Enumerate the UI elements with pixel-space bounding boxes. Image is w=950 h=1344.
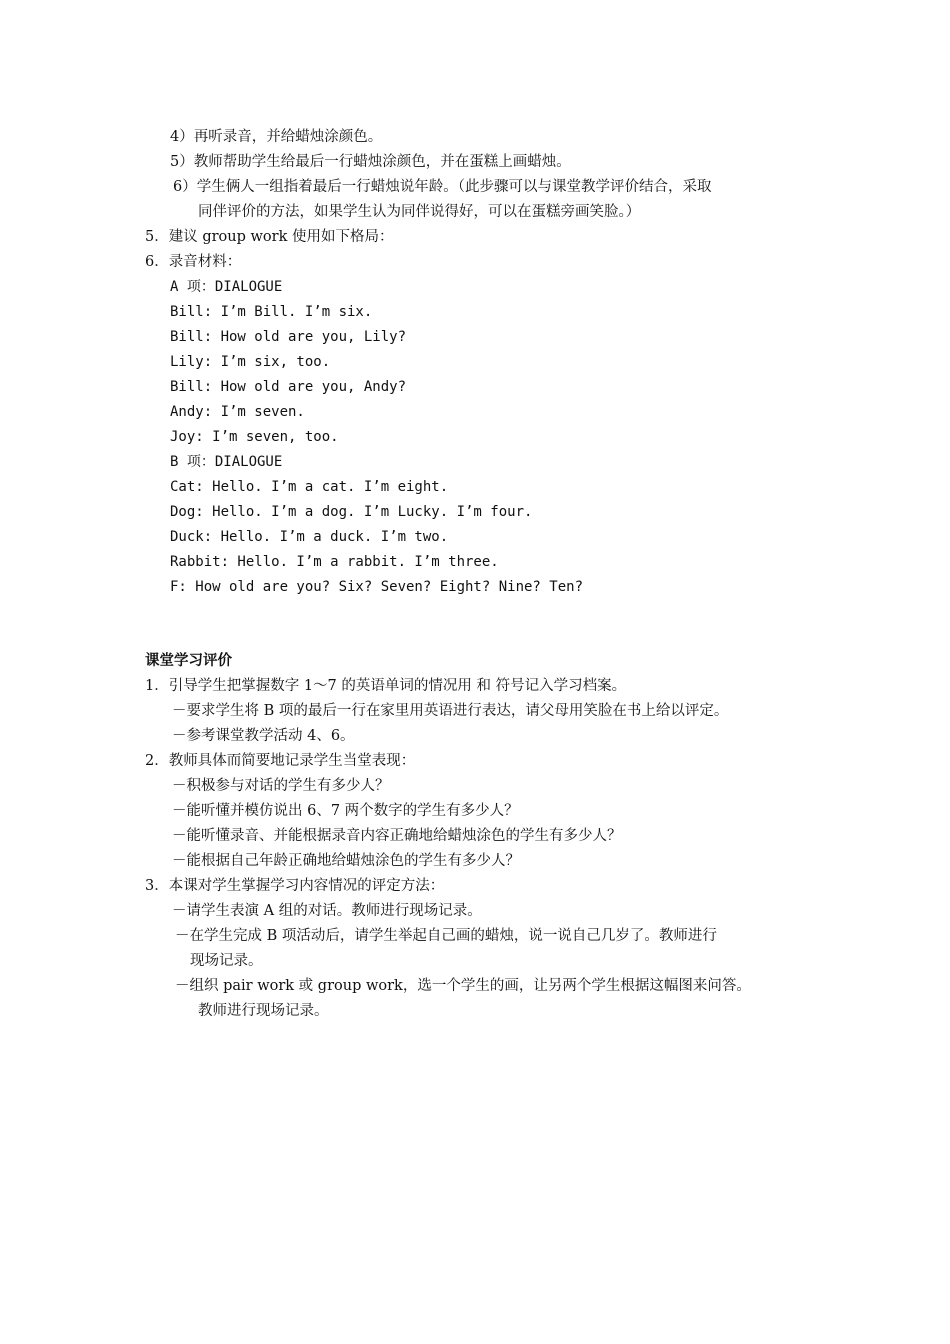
script-line: Cat: Hello. I’m a cat. I’m eight. <box>170 479 449 495</box>
step-6: 6）学生俩人一组指着最后一行蜡烛说年龄。（此步骤可以与课堂教学评价结合，采取 <box>173 179 712 195</box>
eval-item-2-sub: －能根据自己年龄正确地给蜡烛涂色的学生有多少人？ <box>172 853 520 869</box>
script-line: Rabbit: Hello. I’m a rabbit. I’m three. <box>170 554 499 570</box>
eval-item-3-sub-continued: 教师进行现场记录。 <box>198 1003 329 1019</box>
step-6-continued: 同伴评价的方法，如果学生认为同伴说得好，可以在蛋糕旁画笑脸。） <box>198 204 641 220</box>
eval-item-2-sub: －能听懂并模仿说出 6、7 两个数字的学生有多少人？ <box>172 803 519 819</box>
script-line: F: How old are you? Six? Seven? Eight? Nine? Ten? <box>170 579 584 595</box>
script-line: Bill: How old are you, Lily? <box>170 329 407 345</box>
script-line: Duck: Hello. I’m a duck. I’m two. <box>170 529 449 545</box>
script-line: Joy: I’m seven, too. <box>170 429 339 445</box>
item-5: 5．建议 group work 使用如下格局： <box>145 229 394 245</box>
script-line: Dog: Hello. I’m a dog. I’m Lucky. I’m four. <box>170 504 533 520</box>
eval-item-1: 1．引导学生把掌握数字 1～7 的英语单词的情况用 和 符号记入学习档案。 <box>145 678 627 694</box>
item-6: 6．录音材料： <box>145 254 242 270</box>
step-5: 5）教师帮助学生给最后一行蜡烛涂颜色，并在蛋糕上画蜡烛。 <box>170 154 571 170</box>
eval-item-2: 2．教师具体而简要地记录学生当堂表现： <box>145 753 416 769</box>
eval-item-3: 3．本课对学生掌握学习内容情况的评定方法： <box>145 878 445 894</box>
eval-item-1-sub: －参考课堂教学活动 4、6。 <box>172 728 355 744</box>
script-line: Lily: I’m six, too. <box>170 354 331 370</box>
script-line: B 项：DIALOGUE <box>170 454 283 470</box>
eval-item-3-sub: －在学生完成 B 项活动后，请学生举起自己画的蜡烛，说一说自己几岁了。教师进行 <box>175 928 717 944</box>
eval-item-2-sub: －能听懂录音、并能根据录音内容正确地给蜡烛涂色的学生有多少人？ <box>172 828 622 844</box>
eval-item-3-sub: －请学生表演 A 组的对话。教师进行现场记录。 <box>172 903 482 919</box>
script-line: Bill: I’m Bill. I’m six. <box>170 304 373 320</box>
step-4: 4）再听录音，并给蜡烛涂颜色。 <box>170 129 383 145</box>
eval-item-1-sub: －要求学生将 B 项的最后一行在家里用英语进行表达，请父母用笑脸在书上给以评定。 <box>172 703 729 719</box>
section-title: 课堂学习评价 <box>145 653 232 669</box>
script-line: A 项：DIALOGUE <box>170 279 283 295</box>
eval-item-3-sub-continued: 现场记录。 <box>190 953 263 969</box>
script-line: Andy: I’m seven. <box>170 404 305 420</box>
script-line: Bill: How old are you, Andy? <box>170 379 407 395</box>
eval-item-3-sub: －组织 pair work 或 group work，选一个学生的画，让另两个学生根据这幅图来问答。 <box>175 978 751 994</box>
eval-item-2-sub: －积极参与对话的学生有多少人？ <box>172 778 390 794</box>
